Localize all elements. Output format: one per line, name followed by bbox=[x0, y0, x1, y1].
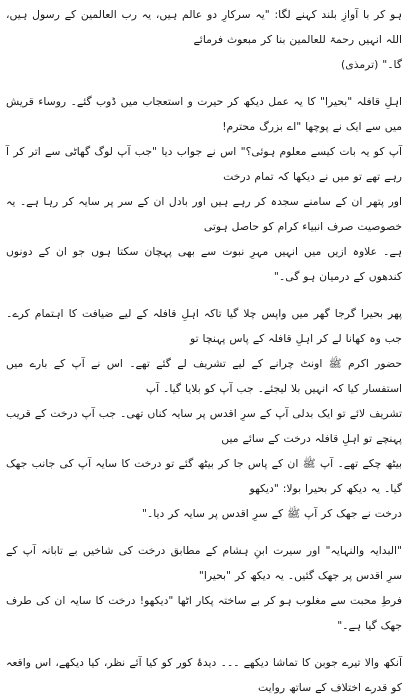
text-line: آپ کو یہ بات کیسے معلوم ہوئی؟" اس نے جواب دیا "جب آپ لوگ گھاٹی سے اتر کر آ رہے تھے تو میں نے دیکھا کہ تمام درخت bbox=[6, 145, 402, 183]
paragraph-tirmidhi-quote bbox=[6, 2, 402, 77]
text-line: ہے۔ علاوہ ازیں میں انہیں مہرِ نبوت سے بھی پہچان سکتا ہوں جو ان کے دونوں کندھوں کے درمیان ہو گی۔" bbox=[6, 245, 402, 283]
text-line: درخت نے جھک کر آپ ﷺ کے سرِ اقدس پر سایہ کر دیا۔" bbox=[141, 507, 402, 520]
text-line: ہو کر با آوازِ بلند کہنے لگا: "یہ سرکارِ دو عالم ہیں، یہ رب العالمین کے رسول ہیں، اللہ انہیں رحمۃ للعالمین بنا کر مبعوث فرمائے bbox=[6, 8, 402, 46]
text-line: فرطِ محبت سے مغلوب ہو کر بے ساختہ پکار اٹھا "دیکھو! درخت کا سایہ ان کی طرف جھک گیا ہے۔" bbox=[6, 594, 402, 632]
text-line: "البدایہ والنہایہ" اور سیرت ابنِ ہشام کے مطابق درخت کی شاخیں بے تابانہ آپ کے سرِ اقدس پر جھک گئیں۔ یہ دیکھ کر "بحیرا" bbox=[6, 544, 402, 582]
text-line: بیٹھ چکے تھے۔ آپ ﷺ ان کے پاس جا کر بیٹھ گئے تو درخت کا سایہ آپ کی جانب جھک گیا۔ یہ دیکھ کر بحیرا بولا: "دیکھو bbox=[6, 457, 402, 495]
paragraph-poetry-verse bbox=[6, 650, 402, 700]
paragraph-gap bbox=[6, 289, 402, 301]
text-line: تشریف لائے تو ایک بدلی آپ کے سرِ اقدس پر سایہ کناں تھی۔ جب آپ درخت کے قریب پہنچے تو اہلِ قافلہ درخت کے سائے میں bbox=[6, 407, 402, 445]
paragraph-gap bbox=[6, 638, 402, 650]
text-line: پھر بحیرا گرجا گھر میں واپس چلا گیا تاکہ اہلِ قافلہ کے لیے ضیافت کا اہتمام کرے۔ جب وہ کھانا لے کر اہلِ قافلہ کے پاس پہنچا تو bbox=[6, 307, 402, 345]
paragraph-gap bbox=[6, 77, 402, 89]
paragraph-gap bbox=[6, 526, 402, 538]
paragraph-caravan-astonishment bbox=[6, 89, 402, 289]
text-line: آنکھ والا تیرے جوبن کا تماشا دیکھے ۔۔۔ دیدۂ کور کو کیا آئے نظر، کیا دیکھے، اس واقعہ کو قدرے اختلاف کے ساتھ روایت bbox=[6, 656, 402, 694]
text-line: حضور اکرم ﷺ اونٹ چرانے کے لیے تشریف لے گئے تھے۔ اس نے آپ کے بارے میں استفسار کیا کہ انہیں بلا لیجئے۔ جب آپ کو بلایا گیا۔ آپ bbox=[6, 357, 402, 395]
text-line: اور پتھر ان کے سامنے سجدہ کر رہے ہیں اور بادل ان کے سر پر سایہ کر رہا ہے۔ یہ خصوصیت صرف انبیاء کرام کو حاصل ہوتی bbox=[6, 195, 402, 233]
text-line: اہلِ قافلہ "بحیرا" کا یہ عمل دیکھ کر حیرت و استعجاب میں ڈوب گئے۔ روساء قریش میں سے ایک نے پوچھا "اے بزرگ محترم! bbox=[6, 95, 402, 133]
paragraph-bahira-feast bbox=[6, 301, 402, 526]
paragraph-al-bidaya bbox=[6, 538, 402, 638]
text-line: گا۔" (ترمذی) bbox=[341, 58, 402, 71]
